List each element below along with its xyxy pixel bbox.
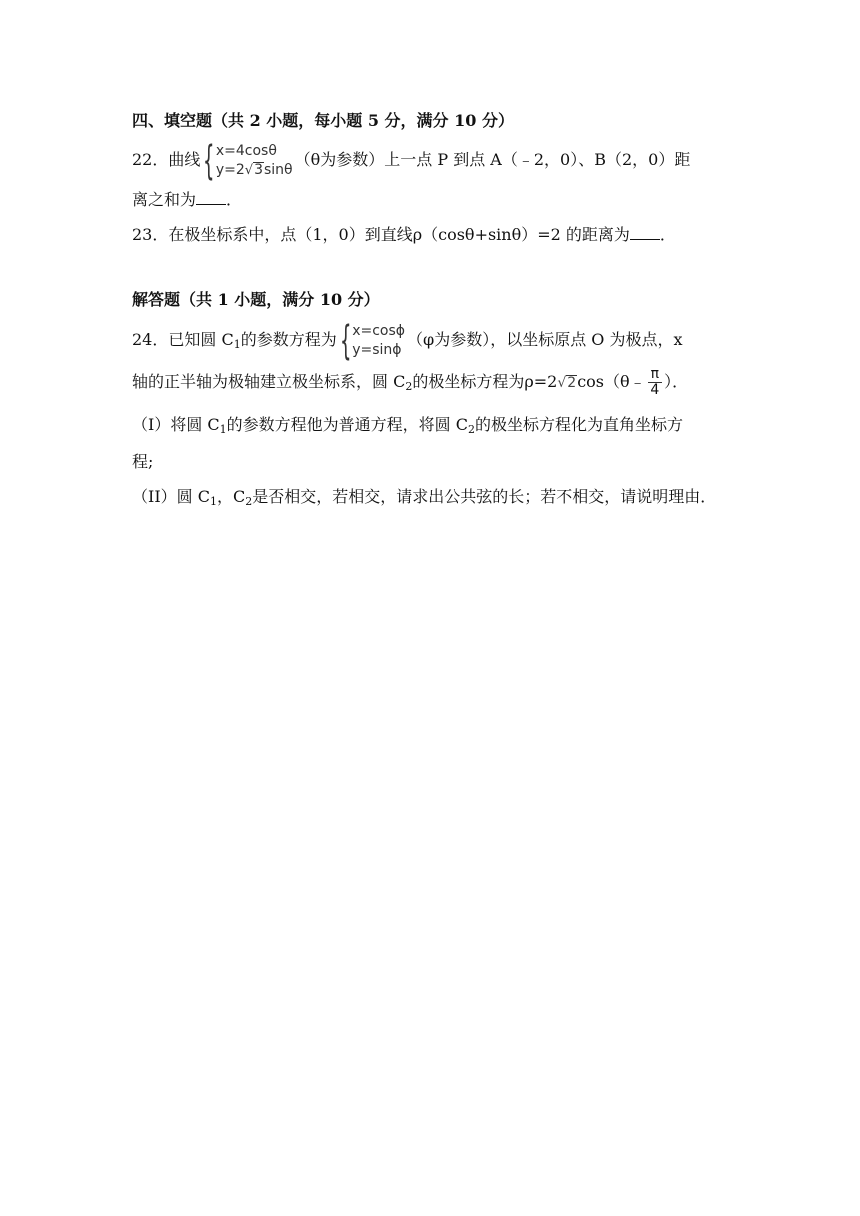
q24-p2-sub1: 1 [209,495,217,508]
q24-p2-b: ，C [216,487,246,506]
q24-p2-c: 是否相交，若相交，请求出公共弦的长；若不相交，请说明理由． [252,487,717,506]
q22-eq-x: x=4cosθ [215,142,277,159]
question-23 [132,224,676,246]
q22-eq-y-root: 3 [254,161,263,178]
answer-blank-22[interactable] [196,190,226,205]
q24-line2-sub: 2 [405,380,413,393]
q24-p2-sub2: 2 [245,495,253,508]
left-brace-icon: { [339,317,352,364]
q24-line2-b: 的极坐标方程为ρ=2 [412,372,558,391]
question-23-text: 23．在极坐标系中，点（1，0）到直线ρ（cosθ+sinθ）=2 的距离为 [132,225,630,244]
question-24-number: 24． [132,330,169,349]
question-22-line-2 [132,189,242,211]
question-22-line2-text: 离之和为 [132,190,197,209]
left-brace-icon: { [203,137,215,184]
q24-line2-root: 2 [567,375,577,391]
question-24-part-1 [132,414,683,441]
question-22-pre: 曲线 [168,150,201,169]
question-24-part-2 [132,486,716,513]
question-22-number: 22． [132,150,169,169]
q24-post: （φ为参数），以坐标原点 O 为极点，x [407,330,683,349]
pi-over-4-fraction [648,367,662,398]
q22-eq-y-b: sinθ [264,161,293,178]
q24-eq-x: x=cosϕ [352,322,405,339]
question-22-line-1 [132,138,690,182]
question-22-end: ． [226,190,243,209]
q24-p2-a: （II）圆 C [132,487,210,506]
q24-mid: 的参数方程为 [240,330,337,349]
question-24-line-2 [132,364,688,405]
question-24-equation-system [339,317,405,364]
sqrt-icon: √ [557,375,567,391]
q24-p1-c: 的极坐标方程化为直角坐标方 [475,415,684,434]
q24-pre: 已知圆 C [168,330,234,349]
q24-line2-d: ）． [664,372,689,391]
q24-eq-y: y=sinϕ [352,341,402,358]
section-heading-solutions: 解答题（共 1 小题，满分 10 分） [132,290,380,309]
q24-sub1: 1 [233,338,241,351]
q24-p1-a: （I）将圆 C [132,415,220,434]
fraction-denominator: 4 [650,382,660,398]
q24-p1-sub1: 1 [219,423,227,436]
q22-eq-y: y=2√3sinθ [215,161,293,178]
fraction-numerator: π [648,367,662,383]
question-23-end: ． [659,225,676,244]
question-22-post: （θ为参数）上一点 P 到点 A（﹣2，0）、B（2，0）距 [294,150,691,169]
question-24-line-1 [132,318,683,367]
q24-line2-c: cos（θ﹣ [577,372,646,391]
answer-blank-23[interactable] [630,225,660,240]
q24-p1-sub2: 2 [468,423,475,436]
section-heading-fill-in: 四、填空题（共 2 小题，每小题 5 分，满分 10 分） [132,111,514,130]
q24-p1-b: 的参数方程他为普通方程，将圆 C [226,415,468,434]
q22-eq-y-a: y=2 [215,161,245,178]
question-24-part-1-line-2: 程; [132,452,154,471]
q24-line2-a: 轴的正半轴为极轴建立极坐标系，圆 C [132,372,406,391]
question-22-equation-system [202,137,293,184]
